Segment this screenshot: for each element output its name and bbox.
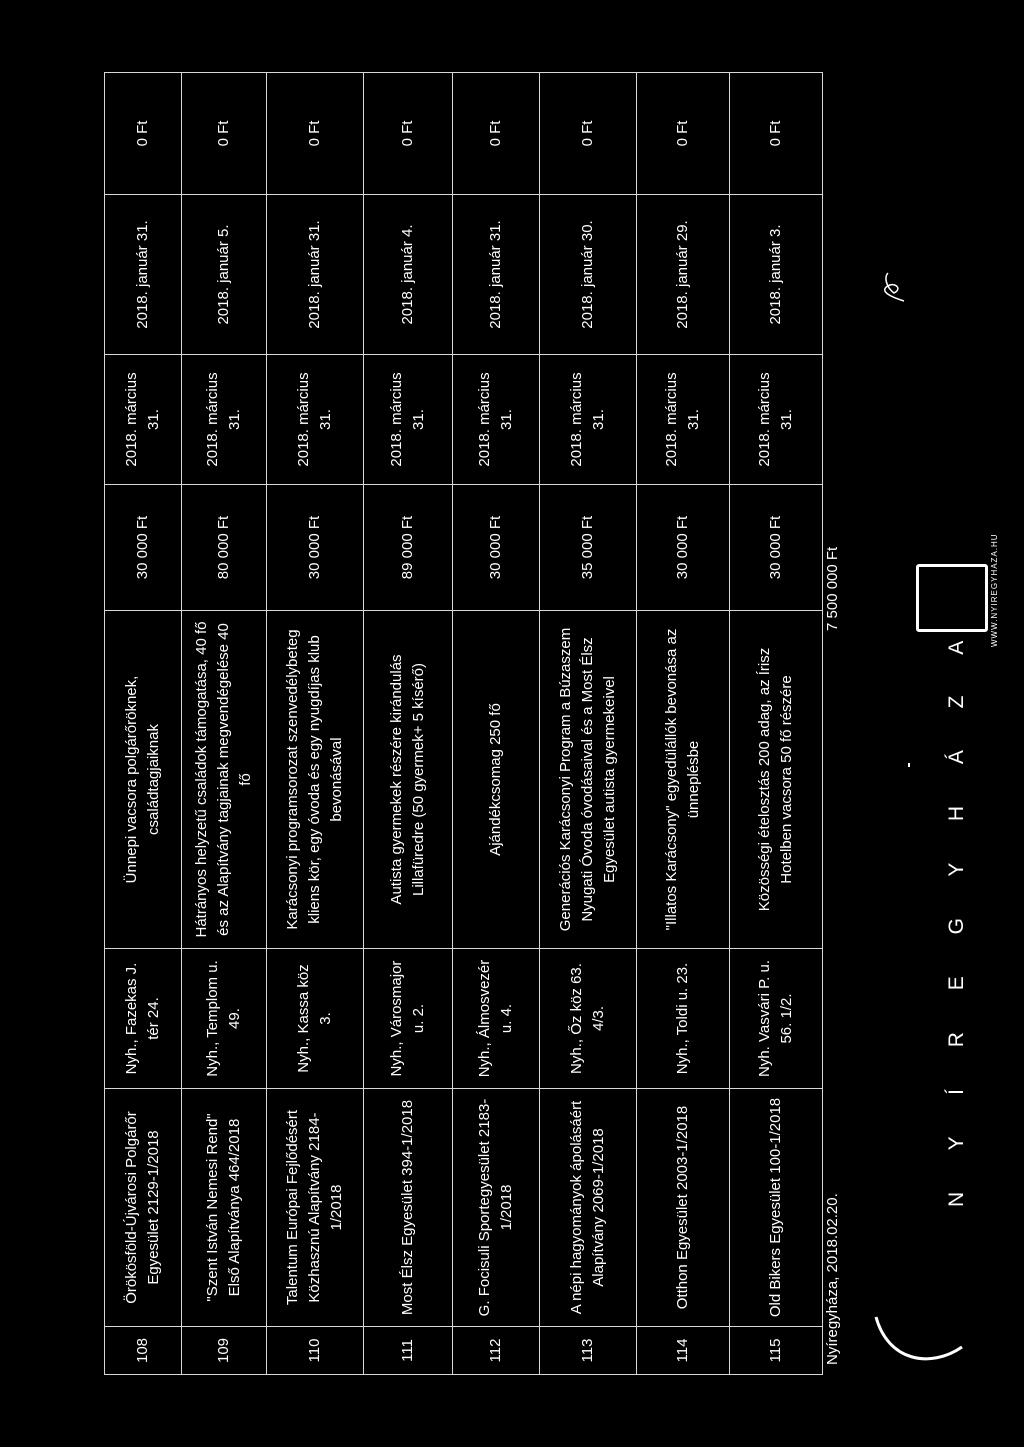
row-number: 113	[540, 1327, 637, 1375]
signature-mark-icon	[874, 267, 914, 307]
amount-cell: 30 000 Ft	[267, 485, 364, 611]
purpose-cell: "Illatos Karácsony" egyedülállók bevonása az ünneplésbe	[637, 611, 730, 949]
purpose-cell: Karácsonyi programsorozat szenvedélybeteg kliens kör, egy óvoda és egy nyugdíjas klub bevonásával	[267, 611, 364, 949]
deadline-cell: 2018. március 31.	[637, 355, 730, 485]
purpose-cell: Autista gyermekek részére kirándulás Lillafüredre (50 gyermek+ 5 kísérő)	[364, 611, 453, 949]
date-cell: 2018. január 4.	[364, 195, 453, 355]
deadline-cell: 2018. március 31.	[182, 355, 267, 485]
deadline-cell: 2018. március 31.	[364, 355, 453, 485]
date-cell: 2018. január 3.	[730, 195, 823, 355]
scan-mark	[908, 763, 910, 767]
remaining-cell: 0 Ft	[105, 73, 182, 195]
organization-cell: Most Élsz Egyesület 394-1/2018	[364, 1089, 453, 1327]
amount-cell: 35 000 Ft	[540, 485, 637, 611]
address-cell: Nyh., Álmosvezér u. 4.	[453, 949, 540, 1089]
amount-cell: 30 000 Ft	[730, 485, 823, 611]
remaining-cell: 0 Ft	[637, 73, 730, 195]
organization-cell: Otthon Egyesület 2003-1/2018	[637, 1089, 730, 1327]
date-cell: 2018. január 29.	[637, 195, 730, 355]
organization-cell: Old Bikers Egyesület 100-1/2018	[730, 1089, 823, 1327]
total-amount: 7 500 000 Ft	[824, 546, 841, 631]
amount-cell: 30 000 Ft	[637, 485, 730, 611]
organization-cell: Talentum Európai Fejlődésért Közhasznú Alapítvány 2184-1/2018	[267, 1089, 364, 1327]
remaining-cell: 0 Ft	[730, 73, 823, 195]
organization-cell: "Szent István Nemesi Rend" Első Alapítványa 464/2018	[182, 1089, 267, 1327]
date-cell: 2018. január 31.	[267, 195, 364, 355]
row-number: 109	[182, 1327, 267, 1375]
address-cell: Nyh., Templom u. 49.	[182, 949, 267, 1089]
amount-cell: 30 000 Ft	[105, 485, 182, 611]
table-row	[730, 73, 823, 1375]
address-cell: Nyh., Toldi u. 23.	[637, 949, 730, 1089]
remaining-cell: 0 Ft	[267, 73, 364, 195]
remaining-cell: 0 Ft	[453, 73, 540, 195]
table-row	[637, 73, 730, 1375]
address-cell: Nyh., Őz köz 63. 4/3.	[540, 949, 637, 1089]
city-website: WWW.NYIREGYHAZA.HU	[990, 533, 999, 647]
table-row	[540, 73, 637, 1375]
date-cell: 2018. január 30.	[540, 195, 637, 355]
remaining-cell: 0 Ft	[540, 73, 637, 195]
grants-table	[104, 72, 823, 1375]
purpose-cell: Közösségi ételosztás 200 adag, az Írisz Hotelben vacsora 50 fő részére	[730, 611, 823, 949]
remaining-cell: 0 Ft	[182, 73, 267, 195]
organization-cell: Örökösföld-Újvárosi Polgárőr Egyesület 2129-1/2018	[105, 1089, 182, 1327]
amount-cell: 80 000 Ft	[182, 485, 267, 611]
address-cell: Nyh., Kassa köz 3.	[267, 949, 364, 1089]
address-cell: Nyh., Városmajor u. 2.	[364, 949, 453, 1089]
row-number: 115	[730, 1327, 823, 1375]
deadline-cell: 2018. március 31.	[540, 355, 637, 485]
deadline-cell: 2018. március 31.	[105, 355, 182, 485]
table-row	[453, 73, 540, 1375]
deadline-cell: 2018. március 31.	[730, 355, 823, 485]
address-cell: Nyh., Fazekas J. tér 24.	[105, 949, 182, 1089]
deadline-cell: 2018. március 31.	[453, 355, 540, 485]
purpose-cell: Hátrányos helyzetű családok támogatása, 40 fő és az Alapítvány tagjainak megvendégelése 40 fő	[182, 611, 267, 949]
table-row	[182, 73, 267, 1375]
organization-cell: A népi hagyományok ápolásáért Alapítvány 2069-1/2018	[540, 1089, 637, 1327]
amount-cell: 89 000 Ft	[364, 485, 453, 611]
table-row	[267, 73, 364, 1375]
organization-cell: G. Focisuli Sportegyesület 2183-1/2018	[453, 1089, 540, 1327]
address-cell: Nyh. Vasvári P. u. 56. 1/2.	[730, 949, 823, 1089]
place-and-date: Nyíregyháza, 2018.02.20.	[824, 1193, 841, 1365]
purpose-cell: Ajándékcsomag 250 fő	[453, 611, 540, 949]
city-brand-name: N Y Í R E G Y H Á Z A	[945, 622, 968, 1207]
amount-cell: 30 000 Ft	[453, 485, 540, 611]
remaining-cell: 0 Ft	[364, 73, 453, 195]
date-cell: 2018. január 31.	[453, 195, 540, 355]
purpose-cell: Ünnepi vacsora polgárőröknek, családtagjaiknak	[105, 611, 182, 949]
row-number: 114	[637, 1327, 730, 1375]
table-row	[105, 73, 182, 1375]
row-number: 108	[105, 1327, 182, 1375]
date-cell: 2018. január 5.	[182, 195, 267, 355]
table-row	[364, 73, 453, 1375]
row-number: 112	[453, 1327, 540, 1375]
row-number: 110	[267, 1327, 364, 1375]
city-stamp-logo	[916, 564, 988, 632]
city-logo-arc-icon	[870, 1305, 970, 1375]
date-cell: 2018. január 31.	[105, 195, 182, 355]
row-number: 111	[364, 1327, 453, 1375]
purpose-cell: Generációs Karácsonyi Program a Búzaszem Nyugati Óvoda óvodásaival és a Most Élsz Egyesület autista gyermekeivel	[540, 611, 637, 949]
deadline-cell: 2018. március 31.	[267, 355, 364, 485]
